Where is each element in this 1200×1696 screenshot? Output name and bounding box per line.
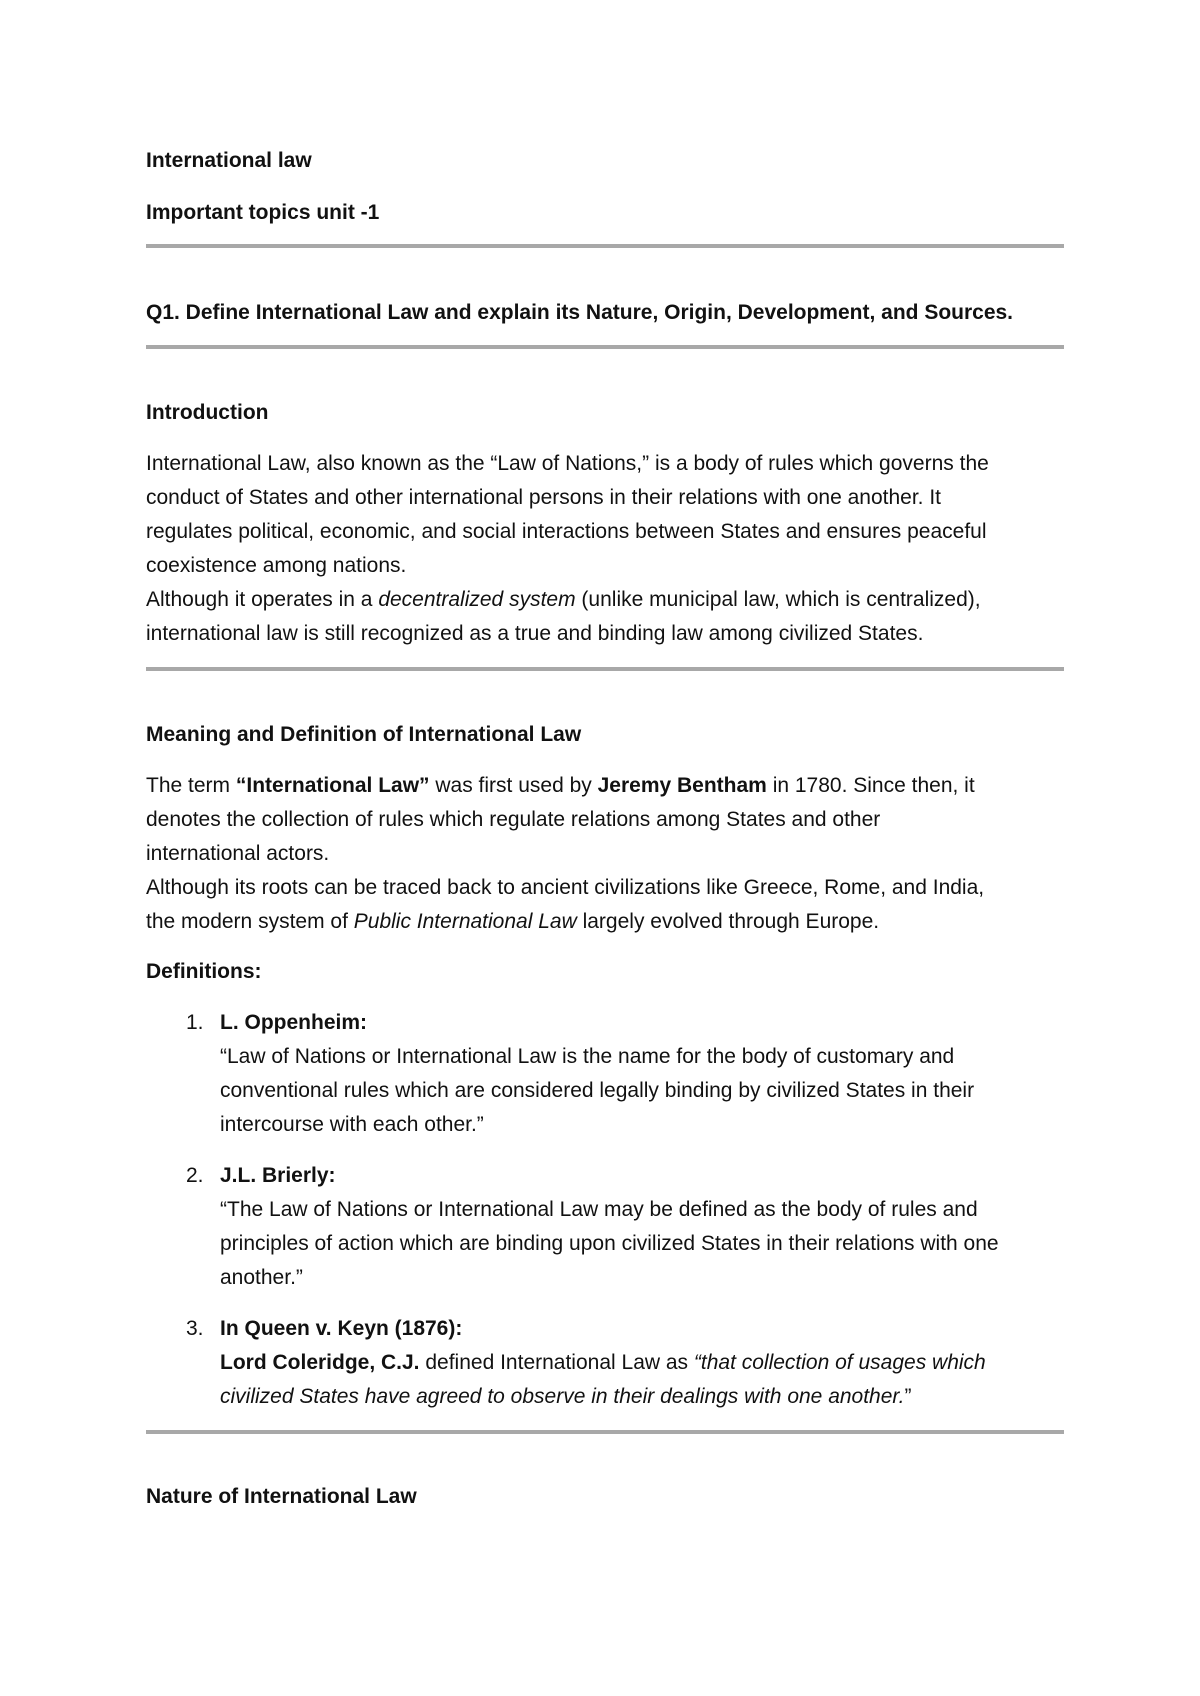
section-heading-definitions: Definitions: bbox=[146, 960, 262, 983]
document-title: International law bbox=[146, 149, 312, 172]
intro-line: regulates political, economic, and social interactions between States and ensures peaceful bbox=[146, 520, 987, 543]
definition-text: “The Law of Nations or International Law may be defined as the body of rules and bbox=[220, 1198, 978, 1221]
divider bbox=[146, 667, 1064, 671]
definition-text: conventional rules which are considered legally binding by civilized States in their bbox=[220, 1079, 975, 1102]
document-subtitle: Important topics unit -1 bbox=[146, 201, 380, 224]
definition-text: intercourse with each other.” bbox=[220, 1113, 484, 1136]
definition-name: L. Oppenheim: bbox=[220, 1011, 367, 1034]
divider bbox=[146, 244, 1064, 248]
document-page bbox=[146, 0, 1064, 1696]
divider bbox=[146, 1430, 1064, 1434]
intro-line: International Law, also known as the “Law of Nations,” is a body of rules which governs the bbox=[146, 452, 989, 475]
section-heading-introduction: Introduction bbox=[146, 401, 269, 424]
definition-name: J.L. Brierly: bbox=[220, 1164, 336, 1187]
list-item-number: 3. bbox=[186, 1317, 204, 1340]
definition-text: principles of action which are binding upon civilized States in their relations with one bbox=[220, 1232, 999, 1255]
meaning-line: international actors. bbox=[146, 842, 330, 865]
intro-line: conduct of States and other international persons in their relations with one another. It bbox=[146, 486, 941, 509]
meaning-line: Although its roots can be traced back to ancient civilizations like Greece, Rome, and India, bbox=[146, 876, 985, 899]
meaning-line: The term “International Law” was first used by Jeremy Bentham in 1780. Since then, it bbox=[146, 774, 975, 797]
section-heading-meaning: Meaning and Definition of International Law bbox=[146, 723, 582, 746]
meaning-line: denotes the collection of rules which regulate relations among States and other bbox=[146, 808, 881, 831]
definition-name: In Queen v. Keyn (1876): bbox=[220, 1317, 463, 1340]
intro-line: international law is still recognized as a true and binding law among civilized States. bbox=[146, 622, 924, 645]
meaning-line: the modern system of Public International Law largely evolved through Europe. bbox=[146, 910, 880, 933]
list-item-number: 1. bbox=[186, 1011, 204, 1034]
intro-line: coexistence among nations. bbox=[146, 554, 407, 577]
definition-text: “Law of Nations or International Law is the name for the body of customary and bbox=[220, 1045, 955, 1068]
question-heading: Q1. Define International Law and explain its Nature, Origin, Development, and Sources. bbox=[146, 301, 1014, 324]
intro-line: Although it operates in a decentralized system (unlike municipal law, which is centralized), bbox=[146, 588, 981, 611]
divider bbox=[146, 345, 1064, 349]
section-heading-nature: Nature of International Law bbox=[146, 1485, 417, 1508]
definition-text: civilized States have agreed to observe in their dealings with one another.” bbox=[220, 1385, 912, 1408]
list-item-number: 2. bbox=[186, 1164, 204, 1187]
definition-text: Lord Coleridge, C.J. defined International Law as “that collection of usages which bbox=[220, 1351, 986, 1374]
definition-text: another.” bbox=[220, 1266, 303, 1289]
